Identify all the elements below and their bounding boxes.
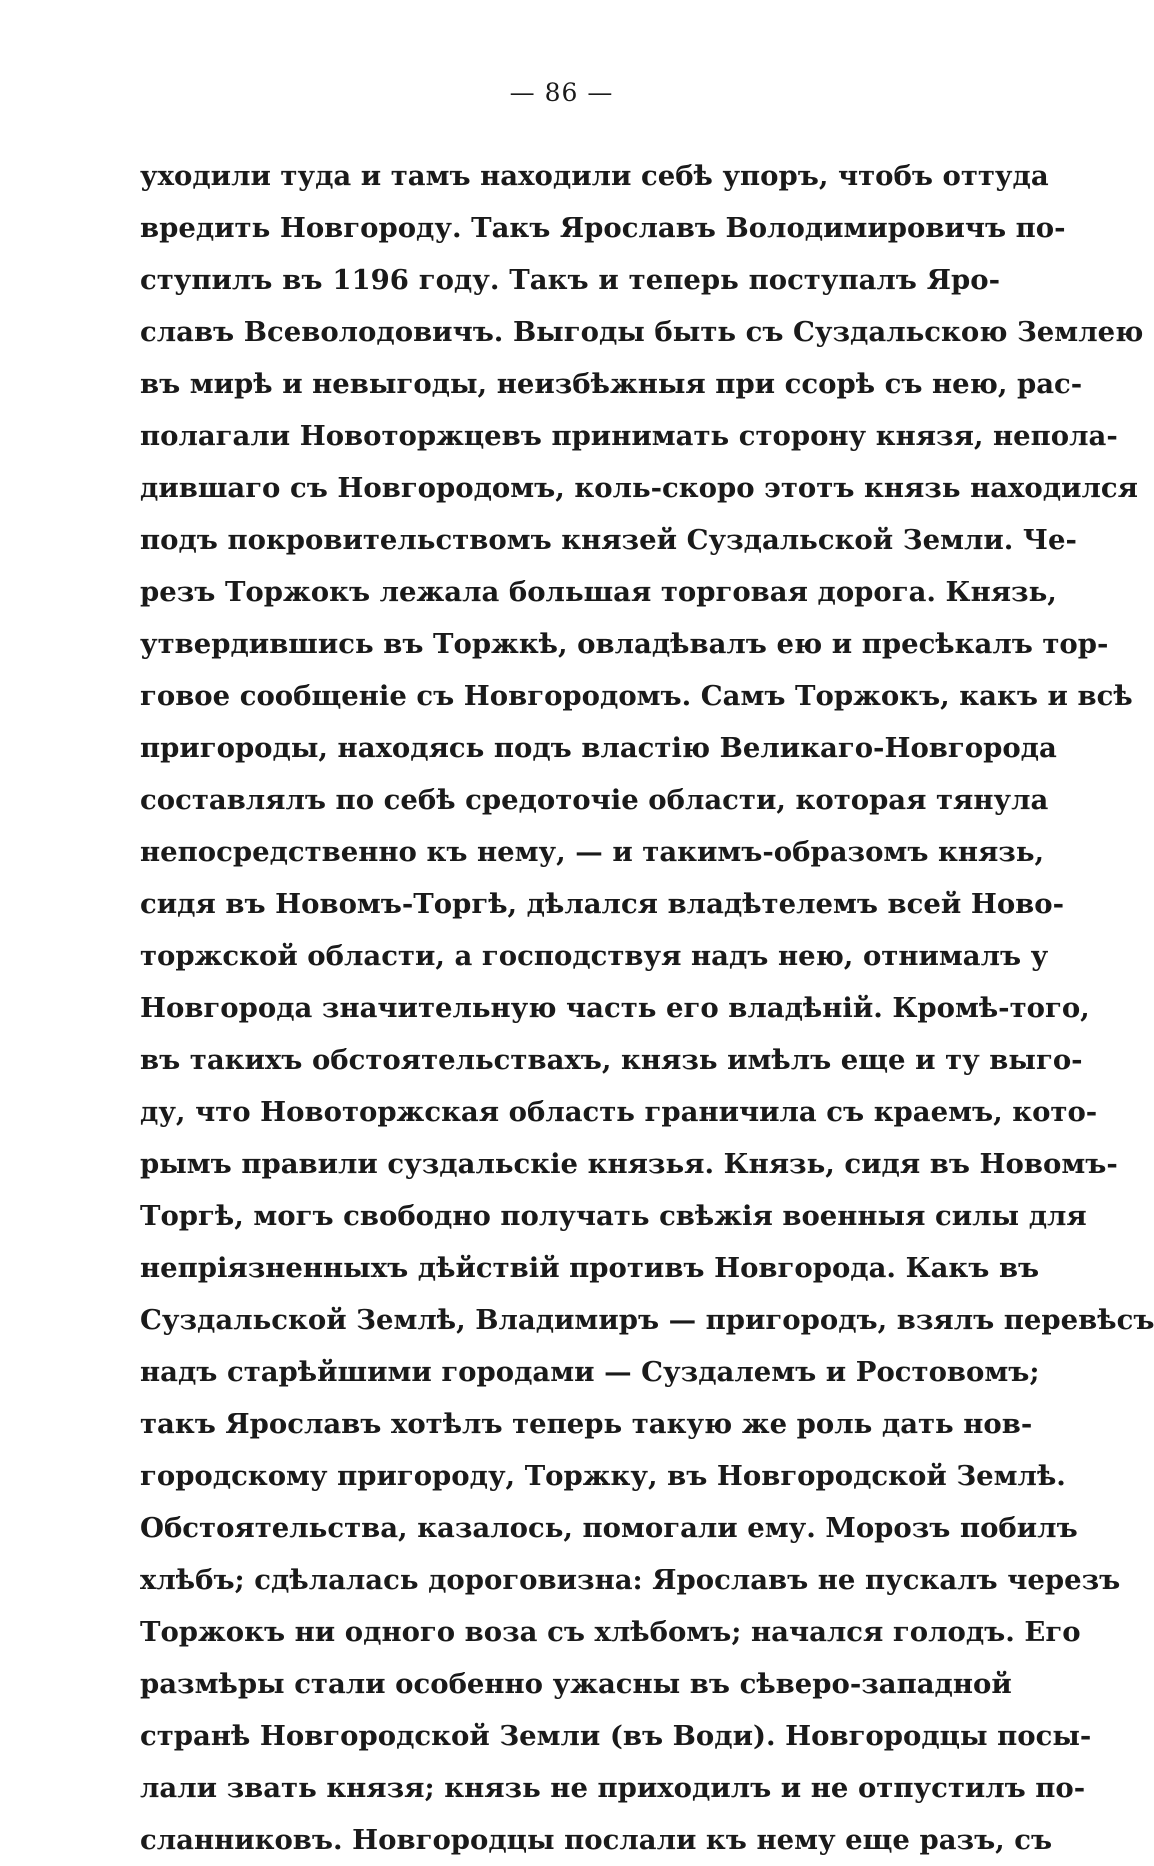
text-line: полагали Новоторжцевъ принимать сторону князя, неполa- (140, 420, 1118, 452)
text-line: непосредственно къ нему, — и такимъ-образомъ князь, (140, 836, 1045, 868)
text-line: составлялъ по себѣ средоточіе области, которая тянула (140, 784, 1049, 816)
page-number: — 86 — (509, 78, 614, 107)
text-line: Торжокъ ни одного воза съ хлѣбомъ; начался голодъ. Его (140, 1616, 1081, 1648)
text-line: подъ покровительствомъ князей Суздальской Земли. Че- (140, 524, 1077, 556)
body-text (140, 150, 1154, 1866)
text-line: утвердившись въ Торжкѣ, овладѣвалъ ею и пресѣкалъ тор- (140, 628, 1109, 660)
text-line: размѣры стали особенно ужасны въ сѣверо-западной (140, 1668, 1012, 1700)
text-line: торжской области, а господствуя надъ нею, отнималъ у (140, 940, 1049, 972)
text-line: дившаго съ Новгородомъ, коль-скоро этотъ князь находился (140, 472, 1138, 504)
text-line: ду, что Новоторжская область граничила съ краемъ, кото- (140, 1096, 1098, 1128)
text-line: хлѣбъ; сдѣлалась дороговизна: Ярославъ не пускалъ черезъ (140, 1564, 1121, 1596)
text-line: рымъ правили суздальскіе князья. Князь, сидя въ Новомъ- (140, 1148, 1118, 1180)
text-line: такъ Ярославъ хотѣлъ теперь такую же роль дать нов- (140, 1408, 1033, 1440)
text-line: сланниковъ. Новгородцы послали къ нему еще разъ, съ (140, 1824, 1053, 1856)
text-line: Новгорода значительную часть его владѣній. Кромѣ-того, (140, 992, 1090, 1024)
text-line: говое сообщеніе съ Новгородомъ. Самъ Торжокъ, какъ и всѣ (140, 680, 1133, 712)
text-line: славъ Всеволодовичъ. Выгоды быть съ Суздальскою Землею (140, 316, 1144, 348)
text-line: въ мирѣ и невыгоды, неизбѣжныя при ссорѣ съ нею, рас- (140, 368, 1083, 400)
text-line: ступилъ въ 1196 году. Такъ и теперь поступалъ Яро- (140, 264, 1000, 296)
text-line: вредить Новгороду. Такъ Ярославъ Володимировичъ по- (140, 212, 1066, 244)
text-line: непріязненныхъ дѣйствій противъ Новгорода. Какъ въ (140, 1252, 1040, 1284)
text-line: Торгѣ, могъ свободно получать свѣжія военныя силы для (140, 1200, 1087, 1232)
text-line: надъ старѣйшими городами — Суздалемъ и Ростовомъ; (140, 1356, 1040, 1388)
text-line: Суздальской Землѣ, Владимиръ — пригородъ, взялъ перевѣсъ (140, 1304, 1154, 1336)
text-line: уходили туда и тамъ находили себѣ упоръ, чтобъ оттуда (140, 160, 1049, 192)
text-line: резъ Торжокъ лежала большая торговая дорога. Князь, (140, 576, 1057, 608)
text-line: въ такихъ обстоятельствахъ, князь имѣлъ еще и ту выго- (140, 1044, 1083, 1076)
text-line: странѣ Новгородской Земли (въ Води). Новгородцы посы- (140, 1720, 1092, 1752)
text-line: лали звать князя; князь не приходилъ и не отпустилъ по- (140, 1772, 1086, 1804)
text-line: пригороды, находясь подъ властію Великаго-Новгорода (140, 732, 1057, 764)
text-line: Обстоятельства, казалось, помогали ему. Морозъ побилъ (140, 1512, 1078, 1544)
text-line: городскому пригороду, Торжку, въ Новгородской Землѣ. (140, 1460, 1066, 1492)
text-line: сидя въ Новомъ-Торгѣ, дѣлался владѣтелемъ всей Ново- (140, 888, 1065, 920)
